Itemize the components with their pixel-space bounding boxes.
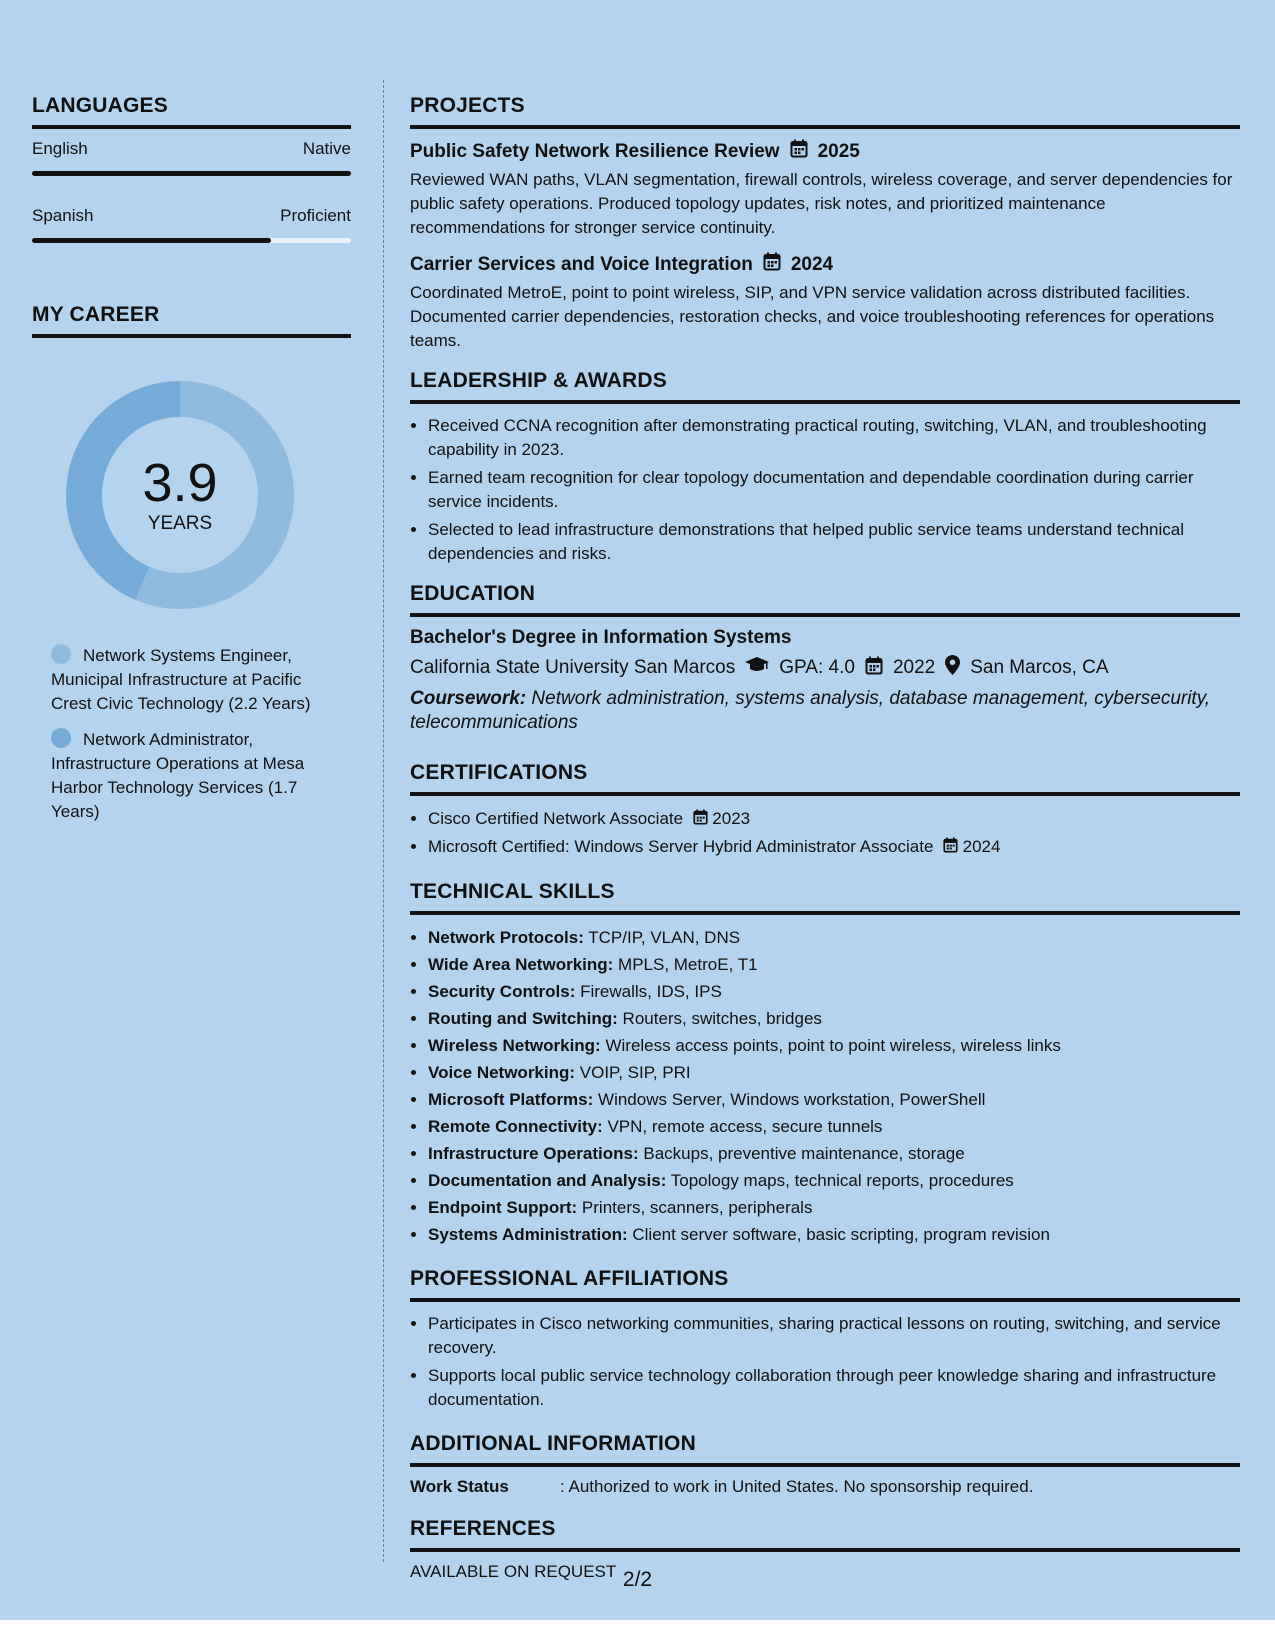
languages-heading: LANGUAGES	[32, 94, 351, 129]
education-year: 2022	[892, 657, 936, 678]
project-item	[410, 139, 1240, 240]
skill-item	[428, 1006, 1240, 1031]
graduation-cap-icon	[745, 657, 769, 679]
column-divider	[383, 80, 384, 1562]
language-item	[32, 139, 351, 176]
skill-item	[428, 1033, 1240, 1058]
coursework-list: Network administration, systems analysis, database management, cybersecurity, telecommunications	[410, 688, 1211, 733]
skill-value: Firewalls, IDS, IPS	[575, 982, 722, 1002]
language-proficiency-fill	[32, 171, 351, 176]
skill-item	[428, 979, 1240, 1004]
affiliations-section	[410, 1267, 1240, 1412]
skill-label: Voice Networking:	[428, 1063, 576, 1083]
skill-value: Printers, scanners, peripherals	[577, 1198, 813, 1218]
skill-value: MPLS, MetroE, T1	[613, 955, 758, 975]
skill-item	[428, 1087, 1240, 1112]
work-status-row	[410, 1477, 1240, 1497]
career-legend-item	[51, 644, 321, 716]
references-text: AVAILABLE ON REQUEST	[410, 1562, 617, 1582]
certifications-section	[410, 761, 1240, 860]
certification-name: Microsoft Certified: Windows Server Hybrid Administrator Associate	[428, 837, 934, 857]
skill-label: Remote Connectivity:	[428, 1117, 603, 1137]
project-name: Public Safety Network Resilience Review	[410, 140, 780, 162]
skill-item	[428, 1195, 1240, 1220]
calendar-icon	[763, 252, 781, 277]
career-legend	[32, 644, 351, 824]
references-heading: REFERENCES	[410, 1517, 1240, 1552]
education-location: San Marcos, CA	[970, 657, 1109, 678]
language-proficiency-fill	[32, 238, 271, 243]
project-year: 2024	[790, 253, 834, 275]
legend-dot	[51, 728, 71, 748]
affiliation-item: • Participates in Cisco networking communities, sharing practical lessons on routing, switching, and service recovery.	[428, 1312, 1240, 1360]
skill-label: Documentation and Analysis:	[428, 1171, 667, 1191]
skill-label: Routing and Switching:	[428, 1009, 618, 1029]
skill-value: Routers, switches, bridges	[617, 1009, 822, 1029]
education-section	[410, 582, 1240, 735]
certification-name: Cisco Certified Network Associate	[428, 809, 684, 828]
skill-label: Security Controls:	[428, 982, 576, 1002]
additional-section	[410, 1432, 1240, 1497]
additional-heading: ADDITIONAL INFORMATION	[410, 1432, 1240, 1467]
career-role: Network Administrator, Infrastructure Operations at Mesa Harbor Technology Services (1.7 Years)	[51, 730, 305, 821]
education-heading: EDUCATION	[410, 582, 1240, 617]
leadership-item: • Selected to lead infrastructure demonstrations that helped public service teams understand technical dependencies and risks.	[428, 518, 1240, 566]
career-total-unit: YEARS	[147, 513, 213, 534]
leadership-item: • Earned team recognition for clear topology documentation and dependable coordination during carrier service incidents.	[428, 466, 1240, 514]
skill-value: Wireless access points, point to point wireless, wireless links	[600, 1036, 1061, 1056]
language-proficiency-bar	[32, 238, 351, 243]
education-coursework	[410, 687, 1240, 735]
certifications-heading: CERTIFICATIONS	[410, 761, 1240, 796]
affiliations-heading: PROFESSIONAL AFFILIATIONS	[410, 1267, 1240, 1302]
project-name: Carrier Services and Voice Integration	[410, 253, 753, 275]
skill-label: Wide Area Networking:	[428, 955, 614, 975]
left-column	[32, 94, 351, 836]
skills-heading: TECHNICAL SKILLS	[410, 880, 1240, 915]
calendar-icon	[790, 139, 808, 164]
skill-value: VPN, remote access, secure tunnels	[602, 1117, 883, 1137]
language-name: Spanish	[32, 206, 94, 225]
language-level: Proficient	[280, 206, 351, 225]
skill-label: Network Protocols:	[428, 928, 584, 948]
skill-value: Topology maps, technical reports, procedures	[666, 1171, 1014, 1191]
skill-item	[428, 952, 1240, 977]
projects-section	[410, 94, 1240, 353]
skill-label: Endpoint Support:	[428, 1198, 578, 1218]
skill-item	[428, 1141, 1240, 1166]
calendar-icon	[693, 807, 708, 832]
certification-item	[428, 806, 1240, 832]
skill-value: Windows Server, Windows workstation, PowerShell	[593, 1090, 986, 1110]
right-column	[410, 94, 1240, 1598]
skill-value: TCP/IP, VLAN, DNS	[583, 928, 741, 948]
career-donut-chart	[65, 380, 295, 610]
skill-label: Systems Administration:	[428, 1225, 628, 1245]
certification-year: 2023	[712, 809, 751, 828]
language-proficiency-bar	[32, 171, 351, 176]
career-role: Network Systems Engineer, Municipal Infrastructure at Pacific Crest Civic Technology (2.2 Years)	[51, 646, 311, 713]
projects-heading: PROJECTS	[410, 94, 1240, 129]
skill-value: Client server software, basic scripting, program revision	[627, 1225, 1050, 1245]
skill-value: VOIP, SIP, PRI	[575, 1063, 691, 1083]
calendar-icon	[865, 656, 883, 681]
page-number: 2/2	[622, 1568, 653, 1591]
education-degree: Bachelor's Degree in Information Systems	[410, 627, 792, 648]
language-level: Native	[302, 139, 351, 158]
language-name: English	[32, 139, 88, 158]
leadership-section	[410, 369, 1240, 566]
skill-label: Microsoft Platforms:	[428, 1090, 594, 1110]
skill-item	[428, 1168, 1240, 1193]
career-legend-item	[51, 728, 321, 824]
skill-value: Backups, preventive maintenance, storage	[638, 1144, 965, 1164]
project-year: 2025	[817, 140, 860, 162]
project-item	[410, 252, 1240, 353]
leadership-item: • Received CCNA recognition after demonstrating practical routing, switching, VLAN, and troubleshooting capability in 2023.	[428, 414, 1240, 462]
skill-label: Infrastructure Operations:	[428, 1144, 639, 1164]
coursework-label: Coursework:	[410, 688, 527, 709]
work-status-value: : Authorized to work in United States. No sponsorship required.	[560, 1477, 1034, 1497]
certification-year: 2024	[962, 837, 1001, 857]
career-total-years: 3.9	[142, 453, 218, 513]
legend-dot	[51, 644, 71, 664]
certification-item	[428, 834, 1240, 860]
skill-item	[428, 925, 1240, 950]
career-heading: MY CAREER	[32, 303, 351, 338]
project-description: Coordinated MetroE, point to point wireless, SIP, and VPN service validation across distributed facilities. Documented carrier dependencies, restoration checks, and voice troubleshooting references for operations teams.	[410, 283, 1215, 350]
skill-item	[428, 1114, 1240, 1139]
skill-item	[428, 1222, 1240, 1247]
language-item	[32, 206, 351, 243]
work-status-label: Work Status	[410, 1477, 509, 1497]
leadership-heading: LEADERSHIP & AWARDS	[410, 369, 1240, 404]
location-pin-icon	[945, 655, 960, 681]
affiliation-item: • Supports local public service technology collaboration through peer knowledge sharing and infrastructure documentation.	[428, 1364, 1240, 1412]
calendar-icon	[943, 835, 958, 860]
education-school: California State University San Marcos	[410, 657, 736, 678]
project-description: Reviewed WAN paths, VLAN segmentation, firewall controls, wireless coverage, and server dependencies for public safety operations. Produced topology updates, risk notes, and prioritized maintenance recommendations for stronger service continuity.	[410, 170, 1233, 237]
skill-item	[428, 1060, 1240, 1085]
education-gpa: GPA: 4.0	[779, 657, 855, 678]
skills-section	[410, 880, 1240, 1247]
skill-label: Wireless Networking:	[428, 1036, 601, 1056]
